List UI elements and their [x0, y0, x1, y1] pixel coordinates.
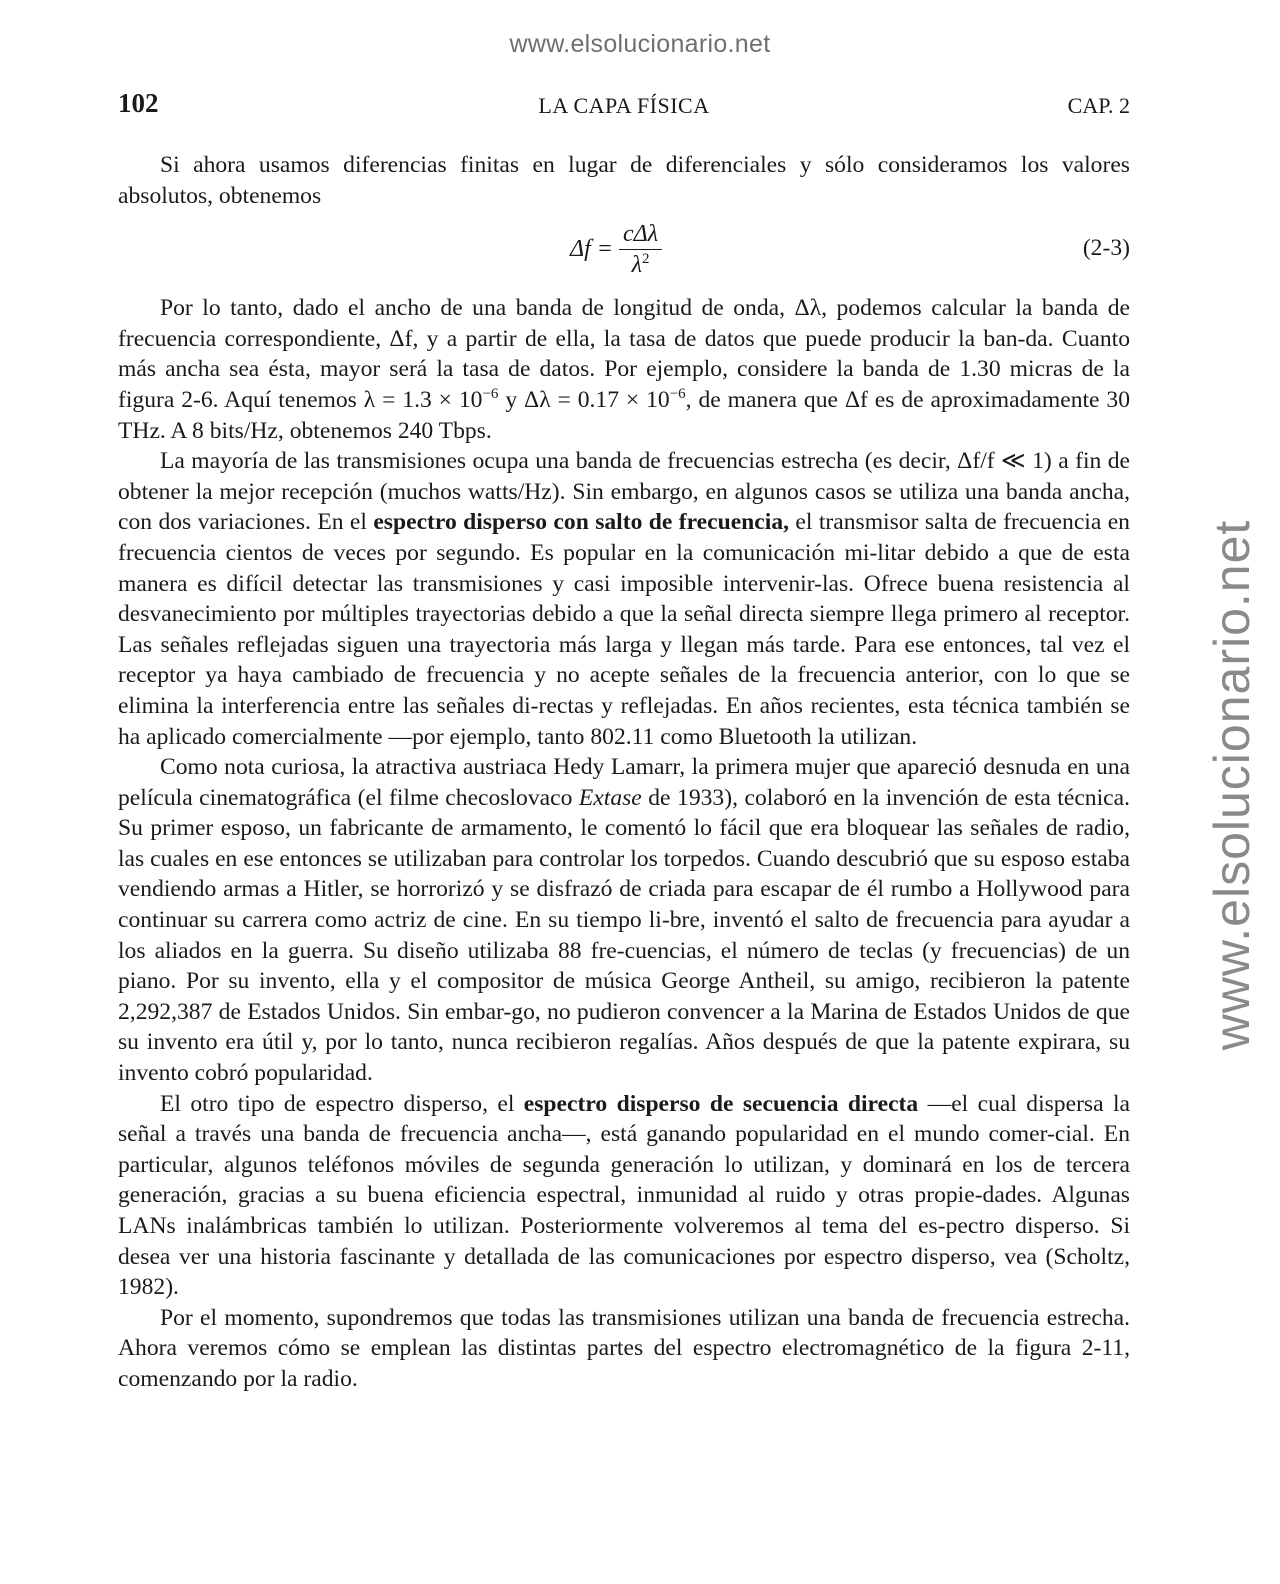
watermark-top: www.elsolucionario.net [509, 30, 771, 58]
paragraph-2-text-c: , de manera que Δf es de aproximadamente 30 THz. A 8 bits/Hz, obtenemos 240 Tbps. [118, 386, 1130, 444]
page-number: 102 [118, 88, 159, 118]
chapter-title: LA CAPA FÍSICA [538, 93, 710, 118]
paragraph-2 [118, 293, 1130, 446]
paragraph-2-text-b: y Δλ = 0.17 × 10 [498, 386, 670, 413]
exponent-1: −6 [482, 386, 499, 403]
paragraph-3 [118, 446, 1130, 752]
paragraph-6: Por el momento, supondremos que todas las transmisiones utilizan una banda de frecuencia estrecha. Ahora veremos cómo se emplean las distintas partes del espectro electromagnético de la figura 2-11, comenzando por la radio. [118, 1304, 1130, 1392]
paragraph-3-text-b: el transmisor salta de frecuencia en frecuencia cientos de veces por segundo. Es popular en la comunicación mi-litar debido a que de esta manera es difícil detectar las transmisiones y casi imposible intervenir-las. Ofrece buena resistencia al desvanecimiento por múltiples trayectorias debido a que la señal directa siempre llega primero al receptor. Las señales reflejadas siguen una trayectoria más larga y llegan más tarde. Para ese entonces, tal vez el receptor ya haya cambiado de frecuencia y no acepte señales de la frecuencia anterior, con lo que se elimina la interferencia entre las señales di-rectas y reflejadas. En años recientes, esta técnica también se ha aplicado comercialmente —por ejemplo, tanto 802.11 como Bluetooth la utilizan. [118, 509, 1130, 750]
equation-2-3 [118, 215, 1130, 287]
film-title: Extase [578, 784, 642, 811]
equation-label: (2-3) [1082, 235, 1130, 262]
paragraph-4-text-b: de 1933), colaboró en la invención de esta técnica. Su primer esposo, un fabricante de armamento, le comentó lo fácil que era bloquear las señales de radio, las cuales en ese entonces se utilizaban para controlar los torpedos. Cuando descubrió que su esposo estaba vendiendo armas a Hitler, se horrorizó y se disfrazó de criada para escapar de él rumbo a Hollywood para continuar su carrera como actriz de cine. En su tiempo li-bre, inventó el salto de frecuencia para ayudar a los aliados en la guerra. Su diseño utilizaba 88 fre-cuencias, el número de teclas (y frecuencias) de un piano. Por su invento, ella y el compositor de música George Antheil, su amigo, recibieron la patente 2,292,387 de Estados Unidos. Sin embar-go, no pudieron convencer a la Marina de Estados Unidos de que su invento era útil y, por lo tanto, nunca recibieron regalías. Años después de que la patente expirara, su invento cobró popularidad. [118, 784, 1130, 1087]
equation-denominator [632, 250, 650, 280]
term-frequency-hopping: espectro disperso con salto de frecuencia, [373, 509, 790, 536]
paragraph-4-text-a: Como nota curiosa, la atractiva austriaca Hedy Lamarr, la primera mujer que apareció desnuda en una película cinematográfica (el filme checoslovaco [118, 754, 1130, 811]
chapter-reference: CAP. 2 [1067, 93, 1130, 118]
denominator-exponent: 2 [641, 251, 650, 268]
running-head [118, 88, 1130, 128]
equation-body [570, 219, 662, 280]
paragraph-4 [118, 752, 1130, 1089]
paragraph-2-text-a: Por lo tanto, dado el ancho de una banda de longitud de onda, Δλ, podemos calcular la banda de frecuencia correspondiente, Δf, y a partir de ella, la tasa de datos que puede producir la ban-da. Cuanto más ancha sea ésta, mayor será la tasa de datos. Por ejemplo, considere la banda de 1.30 micras de la figura 2-6. Aquí tenemos λ = 1.3 × 10 [118, 295, 1130, 413]
equation-fraction [619, 219, 662, 280]
denominator-base: λ [631, 252, 642, 279]
body-text [118, 150, 1130, 1395]
exponent-2: −6 [669, 386, 686, 403]
term-direct-sequence: espectro disperso de secuencia directa [523, 1090, 919, 1117]
equation-numerator: cΔλ [619, 219, 662, 250]
paragraph-3-text-a: La mayoría de las transmisiones ocupa una banda de frecuencias estrecha (es decir, Δf/f ≪ 1) a fin de obtener la mejor recepción (muchos watts/Hz). Sin embargo, en algunos casos se utiliza una banda ancha, con dos variaciones. En el [118, 448, 1130, 536]
paragraph-1: Si ahora usamos diferencias finitas en lugar de diferenciales y sólo consideramos los valores absolutos, obtenemos [118, 152, 1130, 209]
paragraph-5-text-a: El otro tipo de espectro disperso, el [160, 1090, 524, 1117]
paragraph-5 [118, 1089, 1130, 1303]
equation-lhs: Δf = [570, 236, 613, 263]
watermark-side: www.elsolucionario.net [1204, 519, 1260, 1051]
paragraph-5-text-b: —el cual dispersa la señal a través una banda de frecuencia ancha—, está ganando popularidad en el mundo comer-cial. En particular, algunos teléfonos móviles de segunda generación lo utilizan, y dominará en los de tercera generación, gracias a su buena eficiencia espectral, inmunidad al ruido y otras propie-dades. Algunas LANs inalámbricas también lo utilizan. Posteriormente volveremos al tema del es-pectro disperso. Si desea ver una historia fascinante y detallada de las comunicaciones por espectro disperso, vea (Scholtz, 1982). [118, 1090, 1130, 1301]
